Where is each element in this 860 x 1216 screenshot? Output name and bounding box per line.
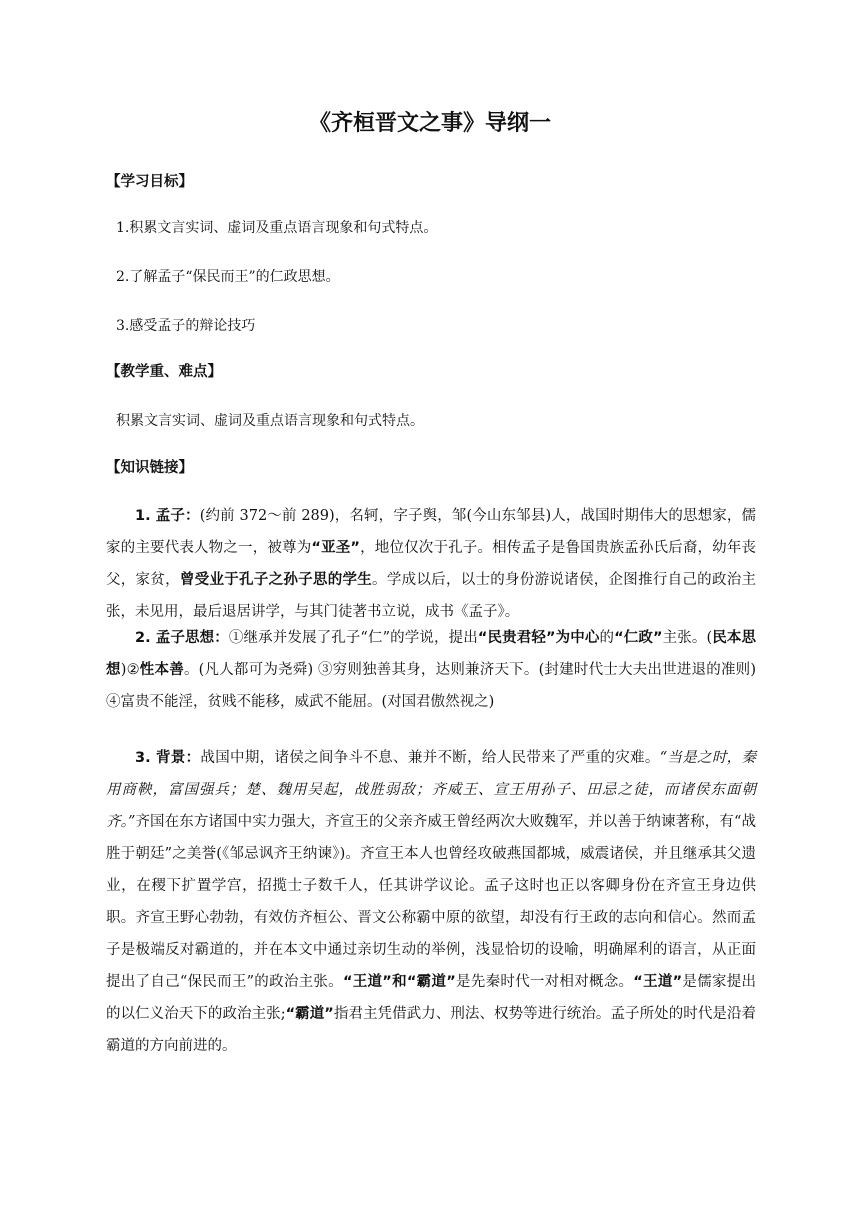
knowledge-paragraph-thought — [106, 622, 756, 718]
paragraph-label: 1. 孟子： — [135, 508, 200, 524]
paragraph-text: 的 — [599, 630, 615, 646]
section-heading-goals: 【学习目标】 — [106, 174, 193, 190]
emphasis-text: “仁政” — [614, 630, 663, 646]
emphasis-text: 曾受业于孔子之孙子思的学生 — [179, 572, 373, 588]
paragraph-label: 3. 背景： — [135, 750, 201, 766]
paragraph-label: 2. 孟子思想： — [135, 630, 229, 646]
paragraph-text: ①继承并发展了孔子“仁”的学说，提出 — [228, 630, 478, 646]
paragraph-text: 是先秦时代一对相对概念。 — [455, 974, 634, 990]
emphasis-text: 民本思想 — [106, 630, 757, 678]
emphasis-text: “民贵君轻”为中心 — [477, 630, 600, 646]
section-heading-key-points: 【教学重、难点】 — [106, 364, 222, 380]
emphasis-text: “亚圣” — [311, 540, 360, 556]
paragraph-text: ，地位仅次于孔子。相传孟子是鲁国贵族孟孙氏后裔，幼年丧父，家贫， — [106, 540, 757, 588]
paragraph-text: 指君主凭借武力、刑法、权势等进行统治。孟子所处的时代是沿着霸道的方向前进的。 — [106, 1006, 757, 1054]
paragraph-text: 是儒家提出的以仁义治天下的政治主张; — [106, 974, 757, 1022]
knowledge-paragraph-background — [106, 742, 756, 1062]
paragraph-text: 。学成以后，以士的身份游说诸侯，企图推行自己的政治主张，未见用，最后退居讲学，与其门徒著书立说，成书《孟子》。 — [106, 572, 757, 620]
paragraph-text: (约前 372～前 289)，名轲，字子舆，邹(今山东邹县)人，战国时期伟大的思想家，儒家的主要代表人物之一，被尊为 — [106, 508, 756, 556]
emphasis-text: “王道” — [633, 974, 683, 990]
key-points-text: 积累文言实词、虚词及重点语言现象和句式特点。 — [116, 413, 424, 429]
paragraph-text: 。(凡人都可为尧舜) ③穷则独善其身，达则兼济天下。(封建时代士大夫出世进退的准则) ④富贵不能淫，贫贱不能移，威武不能屈。(对国君傲然视之) — [106, 662, 757, 710]
paragraph-text: 战国中期，诸侯之间争斗不息、兼并不断，给人民带来了严重的灾难。 — [200, 750, 660, 766]
emphasis-text: 性本善 — [139, 662, 184, 678]
emphasis-text: “霸道” — [285, 1006, 334, 1022]
historical-quote: “当是之时，秦用商鞅，富国强兵；楚、魏用吴起，战胜弱敌；齐威王、宣王用孙子、田忌之徒，而诸侯东面朝齐。” — [106, 750, 756, 830]
knowledge-paragraph-mencius — [106, 500, 756, 628]
paragraph-text: 主张。( — [662, 630, 713, 646]
paragraph-text: 齐国在东方诸国中实力强大，齐宣王的父亲齐威王曾经两次大败魏军，并以善于纳谏著称，有“战胜于朝廷”之美誉(《邹忌讽齐王纳谏》)。齐宣王本人也曾经攻破燕国都城，威震诸侯，并且继承其父遗业，在稷下扩置学宫，招揽士子数千人，任其讲学议论。孟子这时也正以客卿身份在齐宣王身边供职。齐宣王野心勃勃，有效仿齐桓公、晋文公称霸中原的欲望，却没有行王政的志向和信心。然而孟子是极端反对霸道的，并在本文中通过亲切生动的举例，浅显恰切的设喻，明确犀利的语言，从正面提出了自己“保民而王”的政治主张。 — [106, 814, 756, 990]
section-heading-knowledge: 【知识链接】 — [106, 460, 193, 476]
page-title: 《齐桓晋文之事》导纲一 — [308, 111, 551, 136]
goal-item-1: 1.积累文言实词、虚词及重点语言现象和句式特点。 — [116, 220, 438, 236]
goal-item-2: 2.了解孟子“保民而王”的仁政思想。 — [116, 269, 340, 285]
paragraph-text: )② — [120, 662, 140, 678]
goal-item-3: 3.感受孟子的辩论技巧 — [116, 318, 256, 334]
emphasis-text: “王道”和“霸道” — [342, 974, 456, 990]
